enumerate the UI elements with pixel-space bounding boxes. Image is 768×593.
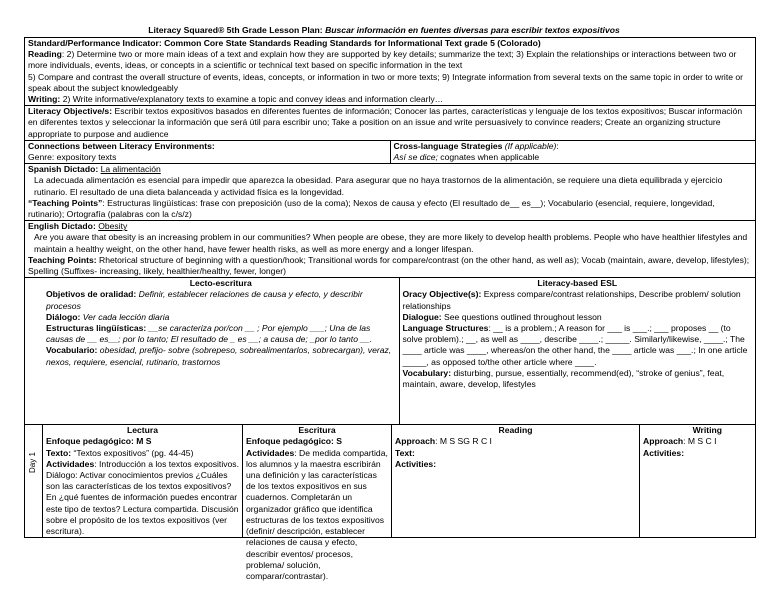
crossling-rest: cognates when applicable [437, 152, 540, 163]
objectives-cell [25, 278, 756, 425]
escritura-header: Escritura [298, 425, 336, 436]
lectura-act-value: : Introducción a los textos expositivos. Diálogo: Activar conocimientos previos ¿Cuáles son las características de los textos expositivos? En ¿qué fuentes de información puedes encontrar este tipo de textos? Lectura compartida. Discusión sobre el propósito de los textos expositivos (ver escritura). [46, 458, 239, 537]
vocab-en-label: Vocabulary: [402, 367, 452, 378]
estructuras-label: Estructuras lingüísticas: [46, 323, 147, 334]
writing-act-label: Activities [643, 447, 682, 458]
reading-approach-label: Approach [395, 436, 436, 447]
english-dictado-row [25, 221, 756, 278]
reading-col [391, 425, 639, 537]
title-topic: Buscar información en fuentes diversas para escribir textos expositivos [325, 25, 620, 35]
day-label: Day 1 [28, 452, 37, 474]
spanish-dictado-topic: La alimentación [100, 164, 161, 175]
connections-col [25, 141, 390, 163]
vocab-en-text: disturbing, pursue, essentially, recommend(ed), “stroke of genius”, feat, maintain, aware, develop, lifestyles [402, 367, 725, 390]
reading-approach-value: : M S SG R C I [435, 436, 492, 447]
teaching-points-en-text: Rhetorical structure of beginning with a question/hook; Transitional words for compare/contrast (on the other hand, as well as); Vocab (maintain, aware, develop, lifestyles); Spelling (Suffixes- increasing, likely, healthier/healthy, fewer, longer) [28, 254, 750, 277]
lesson-table [24, 37, 756, 581]
connections-cell [25, 140, 756, 163]
lectura-col [43, 425, 242, 537]
escritura-act-value: : De medida compartida, los alumnos y la maestra escribirán una definición y las características de los textos expositivos en sus cuadernos. Completarán un organizador gráfico que identifica estructuras de los textos expositivos (definir/ descripción, establecer relaciones de causa y efecto, describir eventos/ procesos, problema/ solución, comparar/contrastar). [246, 447, 388, 581]
dialogo-text: Ver cada lección diaria [80, 311, 170, 322]
spanish-dictado-text: La adecuada alimentación es esencial para impedir que aparezca la obesidad. Para asegurar que no haya trastornos de la alimentación, se requiere una dieta equilibrada y ejercicio rutinario. El resultado de una dieta balanceada y actividad física es la longevidad. [34, 175, 723, 197]
reading-text-label: Text [395, 447, 413, 458]
lang-struct-label: Language Structures [402, 323, 489, 334]
english-dictado-topic: Obesity [98, 221, 128, 232]
oracy-text: Express compare/contrast relationships, Describe problem/ solution relationships [402, 289, 741, 311]
dialogue-text: See questions outlined throughout lesson [441, 311, 602, 322]
dialogo-label: Diálogo: [46, 311, 81, 322]
connections-row [25, 140, 756, 163]
teaching-points-es-text: : Estructuras lingüísticas: frase con preposición (uso de la coma); Nexos de causa y efecto (El resultado de__ es__); Vocabulario (esencial, requiere, longevidad, rutinario); Ortografía (palabras con la c/s/z) [28, 197, 715, 220]
objectives-row [25, 278, 756, 425]
standard-heading: Standard/Performance Indicator: Common Core State Standards Reading Standards for Informational Text grade 5 (Colorado) [28, 38, 541, 48]
crossling-col [390, 141, 756, 163]
writing-label: Writing: [28, 94, 61, 105]
escritura-col [242, 425, 391, 581]
writing-text: 2) Write informative/explanatory texts to examine a topic and convey ideas and information clearly… [60, 94, 444, 105]
lectura-enfoque-label: Enfoque pedagógico [46, 436, 131, 447]
literacy-objective-cell [25, 106, 756, 141]
day-row [25, 425, 756, 538]
reading-label: Reading [28, 49, 62, 60]
reading-text-2: 5) Compare and contrast the overall structure of events, ideas, concepts, or information in two or more texts; 9) Integrate information from several texts on the same topic in order to write or speak about the subject knowledgeably [28, 71, 744, 93]
crossling-note: (If applicable) [504, 140, 557, 151]
day-cell [25, 425, 756, 581]
esl-col [399, 278, 756, 424]
lectura-texto-value: “Textos expositivos” (pg. 44-45) [71, 447, 194, 458]
reading-standard [28, 49, 752, 71]
escritura-enfoque-value: : S [330, 436, 342, 447]
reading-text-value: : [412, 447, 415, 458]
lang-struct-text: : __ is a problem.; A reason for ___ is ___.; ___ proposes __ (to solve problem).; __, as well as ____, describe ____.; _____. Similarly/likewise, ____.; The ____ article was ____, whereas/on the other hand, the ____ article was ___.; In one article _____, as opposed to/the other article where ____. [402, 323, 748, 367]
oracy-label: Oracy Objective(s): [402, 289, 482, 300]
reading-act-label: Activities [395, 458, 434, 469]
lectura-texto-label: Texto: [46, 447, 72, 458]
spanish-dictado-row [25, 164, 756, 221]
genre-text: Genre: expository texts [28, 152, 117, 163]
literacy-objective-row [25, 106, 756, 141]
literacy-objective-text: Escribir textos expositivos basados en diferentes fuentes de información; Conocer las partes, características y lenguaje de los textos expositivos; Buscar información en diferentes textos y seleccionar la información que será útil para escribir uno; Take a position on an issue and write persuasively to convince readers; Create an organizing structure appropriate to purpose and audience [28, 106, 743, 139]
vocab-es-text: obesidad, prefijo- sobre (sobrepeso, sobrealimentarlos, sobrecargan), veraz, nexos, requiere, esencial, rutinario, trastornos [46, 345, 392, 367]
reading-header: Reading [498, 425, 533, 436]
english-dictado-label: English Dictado [28, 221, 93, 232]
teaching-points-en-label: Teaching Points: [28, 254, 97, 265]
dialogue-label: Dialogue: [402, 311, 442, 322]
reading-text: : 2) Determine two or more main ideas of a text and explain how they are supported by key details; summarize the text; 3) Explain the relationships or interactions between two or more individuals, events, ideas, or concepts in a scientific or technical text based on specific information in the text [28, 49, 737, 71]
spanish-dictado-label: Spanish Dictado [28, 164, 96, 175]
standards-row [25, 38, 756, 106]
writing-col [639, 425, 755, 537]
lectura-act-label: Actividades [46, 458, 95, 469]
standards-cell [25, 38, 756, 106]
day-label-cell [25, 425, 43, 537]
lectura-header: Lectura [126, 425, 159, 436]
lecto-escritura-col [25, 278, 399, 424]
estructuras-text: __se caracteriza por/con __ ; Por ejemplo ___; Una de las causas de __ es__; por lo tanto; El resultado de _ es __; a causa de; _por lo tanto __. [46, 323, 373, 345]
escritura-act-label: Actividades [246, 447, 295, 458]
title-prefix: Literacy Squared® 5th Grade Lesson Plan: [148, 25, 326, 35]
escritura-enfoque-label: Enfoque pedagógico [246, 436, 331, 447]
writing-standard [28, 94, 752, 105]
esl-header: Literacy-based ESL [537, 278, 618, 289]
vocab-es-label: Vocabulario: [46, 345, 98, 356]
writing-header: Writing [692, 425, 722, 436]
lecto-escritura-header: Lecto-escritura [189, 278, 252, 289]
english-dictado-cell: English Dictado: Obesity Are you aware that obesity is an increasing problem in our communities? When people are obese, they are more likely to develop health problems. People who have healthier lifestyles and maintain a healthy weight, on the other hand, have fewer health risks, as well as more energy and a longer lifespan. Teaching Points: Rhetorical structure of beginning with a question/hook; Transitional words for compare/contrast (on the other hand, as well as); Vocab (maintain, aware, develop, lifestyles); Spelling (Suffixes- increasing, likely, healthier/healthy, fewer, longer) [25, 221, 756, 278]
page-title [0, 25, 768, 36]
literacy-objective-label: Literacy Objective/s: [28, 106, 113, 117]
writing-approach-value: : M S C I [683, 436, 717, 447]
english-dictado-text: Are you aware that obesity is an increasing problem in our communities? When people are obese, they are more likely to develop health problems. People who have healthier lifestyles and maintain a healthy weight, on the other hand, have fewer health risks, as well as more energy and a longer lifespan. [34, 232, 748, 254]
lectura-enfoque-value: : M S [130, 436, 152, 447]
oral-text: Definir, establecer relaciones de causa y efecto, y describir procesos [46, 289, 363, 311]
oral-label: Objetivos de oralidad: [46, 289, 137, 300]
writing-approach-label: Approach [643, 436, 684, 447]
teaching-points-es-label: “Teaching Points” [28, 197, 103, 208]
connections-label: Connections between Literacy Environments: [28, 140, 215, 151]
spanish-dictado-cell: Spanish Dictado: La alimentación La adecuada alimentación es esencial para impedir que aparezca la obesidad. Para asegurar que no haya trastornos de la alimentación, se requiere una dieta equilibrada y ejercicio rutinario. El resultado de una dieta balanceada y actividad física es la longevidad. “Teaching Points”: Estructuras lingüísticas: frase con preposición (uso de la coma); Nexos de causa y efecto (El resultado de__ es__); Vocabulario (esencial, requiere, longevidad, rutinario); Ortografía (palabras con la c/s/z) [25, 164, 756, 221]
reading-act-value: : [433, 458, 437, 469]
writing-act-value: : [681, 447, 685, 458]
crossling-colon: : [556, 140, 559, 151]
crossling-label: Cross-language Strategies [393, 140, 505, 151]
crossling-asi: Así se dice; [393, 152, 438, 163]
